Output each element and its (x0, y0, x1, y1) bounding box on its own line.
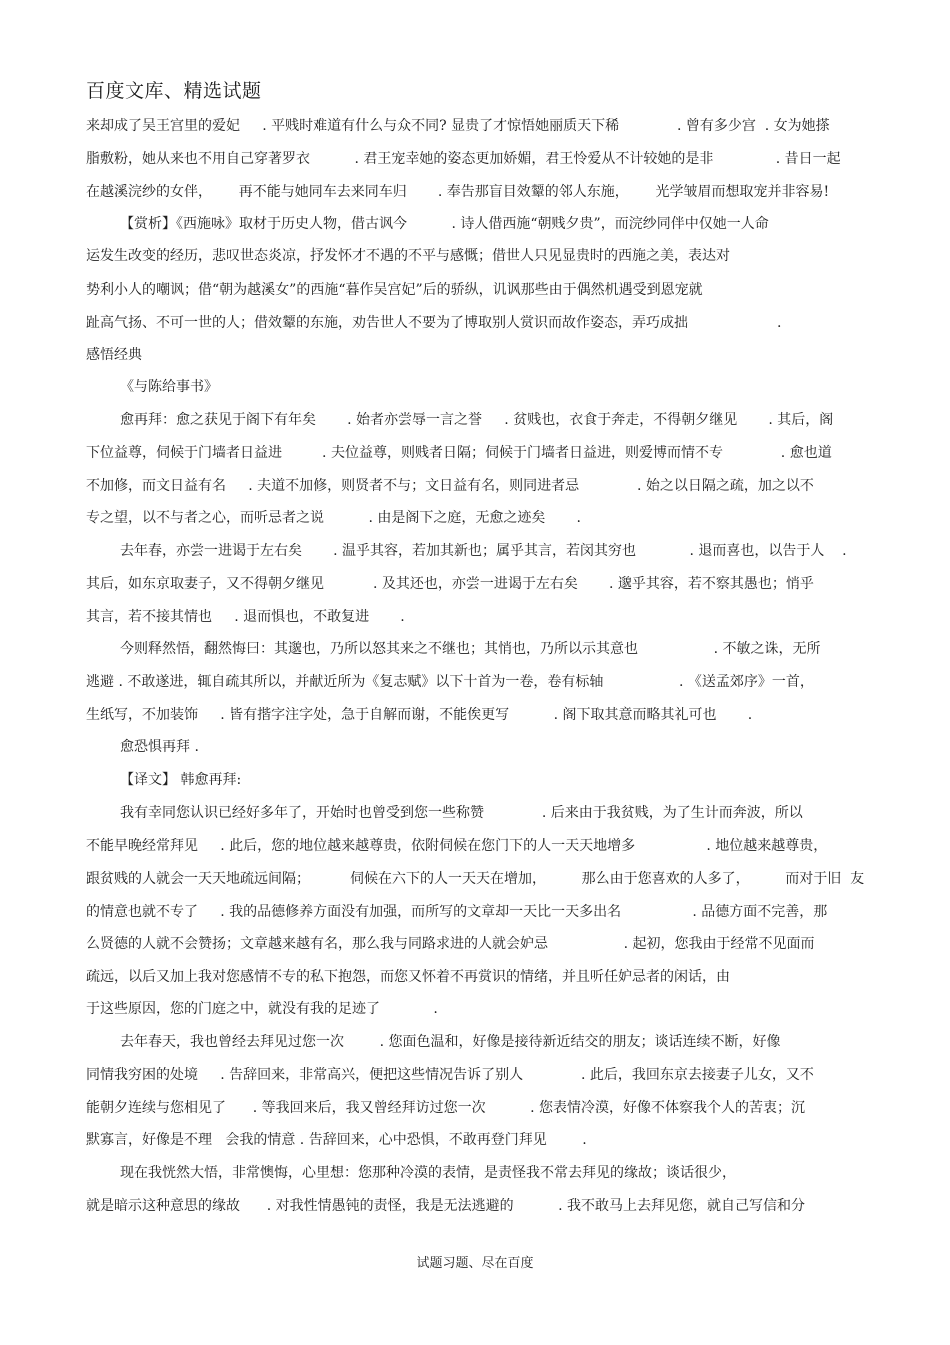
text-line: 势利小人的嘲讽；借“朝为越溪女”的西施“暮作吴宫妃”后的骄纵，讥讽那些由于偶然机遇受到恩宠就 (86, 282, 703, 298)
text-line: 默寡言，好像是不理 会我的情意 . 告辞回来，心中恐惧，不敢再登门拜见 . (86, 1132, 587, 1148)
text-line: 么贤德的人就不会赞扬；文章越来越有名，那么我与同路求进的人就会妒忌 . 起初，您我由于经常不见面而 (86, 936, 815, 952)
text-line: 就是暗示这种意思的缘故 . 对我性情愚钝的责怪，我是无法逃避的 . 我不敢马上去拜见您，就自己写信和分 (86, 1198, 806, 1214)
text-line: 的情意也就不专了 . 我的品德修养方面没有加强，而所写的文章却一天比一天多出名 . 品德方面不完善，那 (86, 904, 828, 920)
text-line: 其后，如东京取妻子，又不得朝夕继见 . 及其还也，亦尝一进谒于左右矣 . 邈乎其容，若不察其愚也；悄乎 (86, 576, 814, 592)
appreciation-heading-line: 【赏析】《西施咏》取材于历史人物，借古讽今 . 诗人借西施“朝贱夕贵”，而浣纱同伴中仅她一人命 (120, 216, 769, 232)
text-line: 不加修，而文日益有名 . 夫道不加修，则贤者不与；文日益有名，则同进者忌 . 始之以日隔之疏，加之以不 (86, 478, 814, 494)
text-line: 脂敷粉，她从来也不用自己穿著罗衣 . 君王宠幸她的姿态更加娇媚，君王怜爱从不计较她的是非 . 昔日一起 (86, 151, 841, 167)
text-line: 在越溪浣纱的女伴， 再不能与她同车去来同车归 . 奉告那盲目效颦的邻人东施， 光学皱眉而想取宠并非容易! (86, 184, 830, 200)
text-line: 我有幸同您认识已经好多年了，开始时也曾受到您一些称赞 . 后来由于我贫贱，为了生计而奔波，所以 (120, 805, 803, 821)
text-line: 其言，若不接其情也 . 退而惧也，不敢复进 . (86, 609, 405, 625)
text-line: 逃避 . 不敢遂进，辄自疏其所以，并献近所为《复志赋》以下十首为一卷，卷有标轴 . 《送孟郊序》一首， (86, 674, 814, 690)
text-line: 跟贫贱的人就会一天天地疏远间隔； 伺候在六下的人一天天在增加， 那么由于您喜欢的人多了， 而对于旧 友 (86, 871, 865, 887)
text-line: 去年春天，我也曾经去拜见过您一次 . 您面色温和，好像是接待新近结交的朋友；谈话连续不断，好像 (120, 1034, 781, 1050)
text-line: 来却成了吴王宫里的爱妃 . 平贱时难道有什么与众不同? 显贵了才惊悟她丽质天下稀 . 曾有多少宫 . 女为她搽 (86, 118, 830, 134)
essay-title: 《与陈给事书》 (120, 379, 218, 395)
page-footer: 试题习题、尽在百度 (416, 1256, 534, 1271)
text-line: 现在我恍然大悟，非常懊悔，心里想：您那种冷漠的表情，是责怪我不常去拜见的缘故；谈话很少， (120, 1165, 736, 1181)
translation-heading: 【译文】 韩愈再拜: (120, 772, 242, 788)
section-heading: 感悟经典 (86, 347, 142, 363)
text-line: 今则释然悟，翻然悔曰：其邈也，乃所以怒其来之不继也；其悄也，乃所以示其意也 . 不敏之诛，无所 (120, 641, 821, 657)
text-line: 生纸写，不加装饰 . 皆有揩字注字处，急于自解而谢，不能俟更写 . 阁下取其意而略其礼可也 . (86, 707, 753, 723)
text-line: 愈再拜：愈之获见于阁下有年矣 . 始者亦尝辱一言之誉 . 贫贱也，衣食于奔走，不得朝夕继见 . 其后，阁 (120, 412, 834, 428)
text-line: 同情我穷困的处境 . 告辞回来，非常高兴，便把这些情况告诉了别人 . 此后，我回东京去接妻子儿女，又不 (86, 1067, 814, 1083)
page-title: 百度文库、精选试题 (86, 80, 262, 102)
text-line: 趾高气扬、不可一世的人；借效颦的东施，劝告世人不要为了博取别人赏识而故作姿态，弄巧成拙 . (86, 315, 782, 331)
text-line: 下位益尊，伺候于门墙者日益进 . 夫位益尊，则贱者日隔；伺候于门墙者日益进，则爱博而情不专 . 愈也道 (86, 445, 832, 461)
text-line: 能朝夕连续与您相见了 . 等我回来后，我又曾经拜访过您一次 . 您表情冷漠，好像不体察我个人的苦衷；沉 (86, 1100, 806, 1116)
text-line: 专之望，以不与者之心，而听忌者之说 . 由是阁下之庭，无愈之迹矣 . (86, 510, 582, 526)
text-line: 疏远，以后又加上我对您感情不专的私下抱怨，而您又怀着不再赏识的情绪，并且听任妒忌者的闲话，由 (86, 969, 730, 985)
text-line: 于这些原因，您的门庭之中，就没有我的足迹了 . (86, 1001, 438, 1017)
text-line: 不能早晚经常拜见 . 此后，您的地位越来越尊贵，依附伺候在您门下的人一天天地增多 . 地位越来越尊贵， (86, 838, 828, 854)
text-line: 愈恐惧再拜 . (120, 739, 199, 755)
text-line: 去年春，亦尝一进谒于左右矣 . 温乎其容，若加其新也；属乎其言，若闵其穷也 . 退而喜也，以告于人 . (120, 543, 847, 559)
text-line: 运发生改变的经历，悲叹世态炎凉，抒发怀才不遇的不平与感慨；借世人只见显贵时的西施之美，表达对 (86, 248, 730, 264)
